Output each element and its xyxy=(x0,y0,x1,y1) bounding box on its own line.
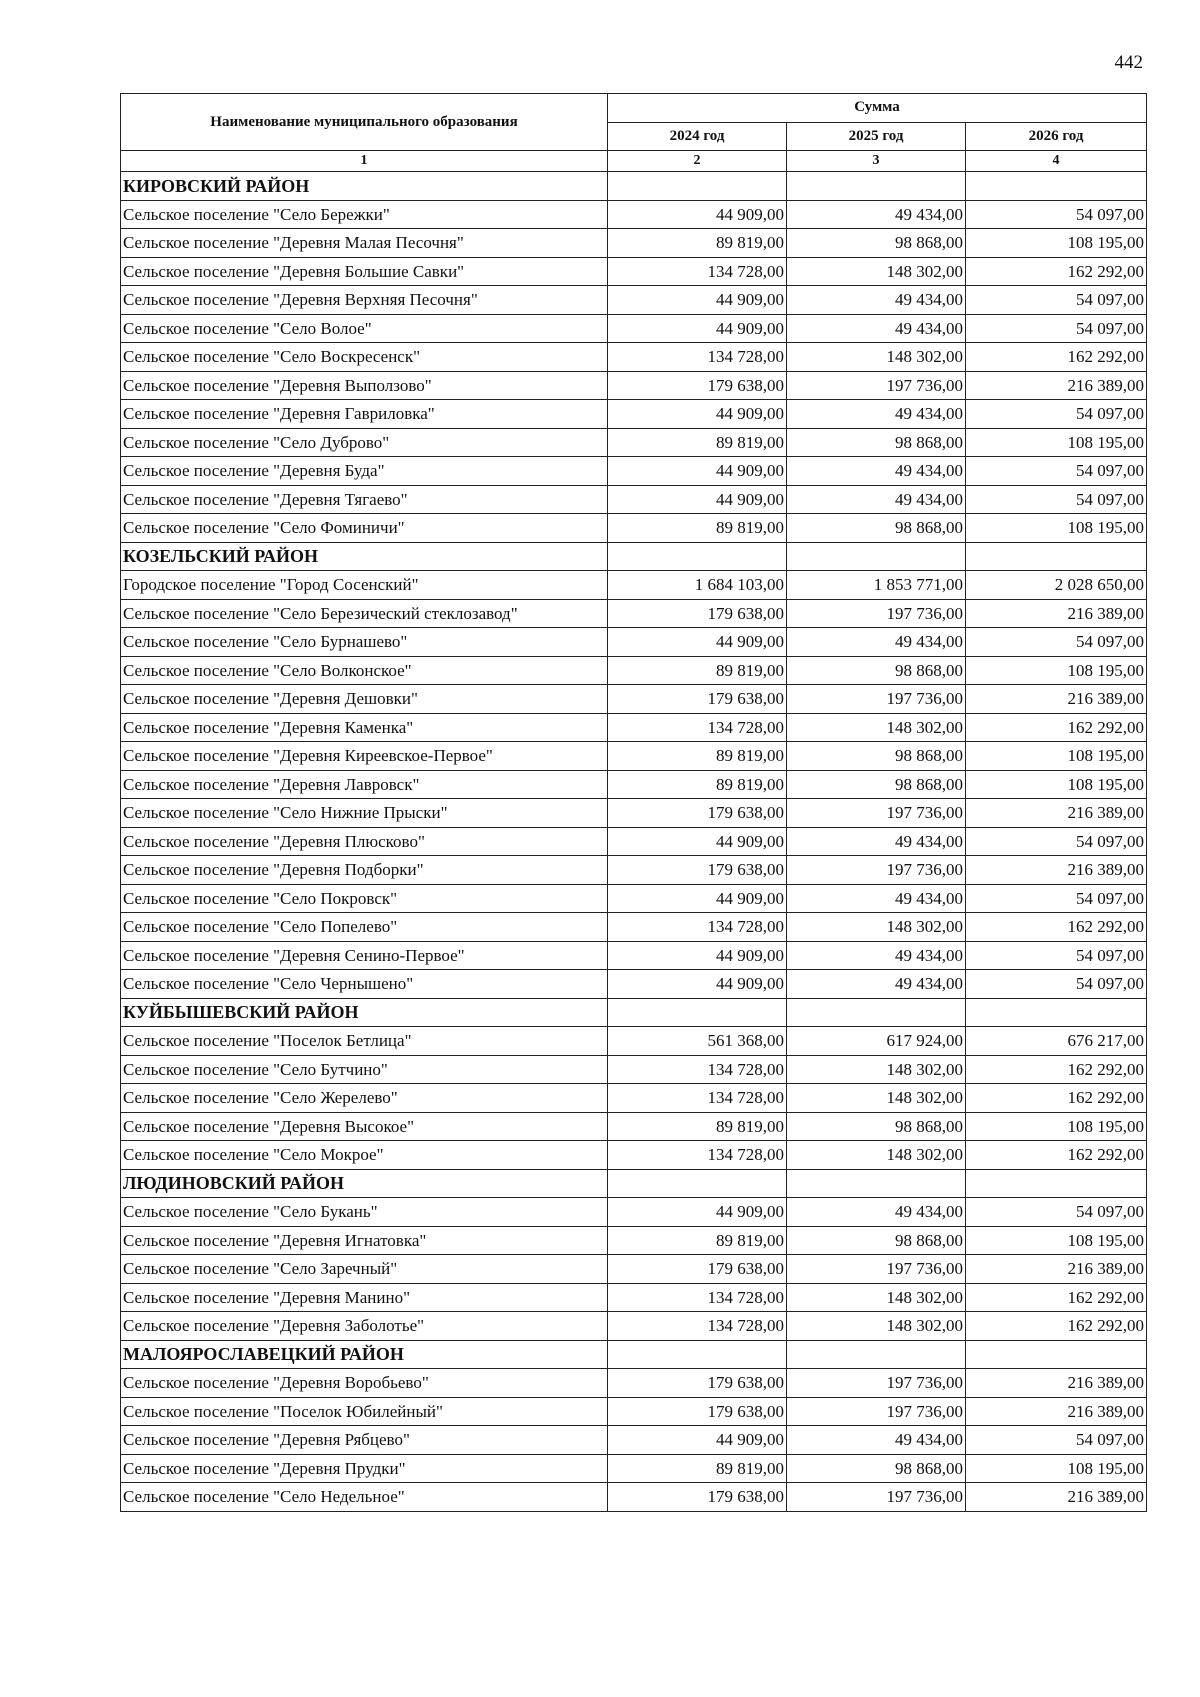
amount-2024: 44 909,00 xyxy=(608,941,787,970)
table-row xyxy=(121,257,1147,286)
amount-2026: 54 097,00 xyxy=(966,1198,1147,1227)
header-name: Наименование муниципального образования xyxy=(121,94,608,151)
amount-2026: 162 292,00 xyxy=(966,1283,1147,1312)
table-row xyxy=(121,200,1147,229)
municipality-name: Сельское поселение "Деревня Рябцево" xyxy=(121,1426,608,1455)
amount-2024: 134 728,00 xyxy=(608,1084,787,1113)
table-row xyxy=(121,485,1147,514)
table-row xyxy=(121,827,1147,856)
amount-2024: 561 368,00 xyxy=(608,1027,787,1056)
amount-2026: 162 292,00 xyxy=(966,1055,1147,1084)
empty-cell xyxy=(608,998,787,1027)
municipality-name: Сельское поселение "Деревня Сенино-Первое" xyxy=(121,941,608,970)
empty-cell xyxy=(787,998,966,1027)
municipality-name: Сельское поселение "Деревня Каменка" xyxy=(121,713,608,742)
table-row xyxy=(121,1369,1147,1398)
municipality-name: Сельское поселение "Село Нижние Прыски" xyxy=(121,799,608,828)
municipality-name: Сельское поселение "Деревня Воробьево" xyxy=(121,1369,608,1398)
amount-2025: 49 434,00 xyxy=(787,314,966,343)
amount-2026: 54 097,00 xyxy=(966,200,1147,229)
table-row xyxy=(121,742,1147,771)
amount-2025: 98 868,00 xyxy=(787,770,966,799)
amount-2024: 89 819,00 xyxy=(608,1112,787,1141)
amount-2025: 148 302,00 xyxy=(787,1283,966,1312)
municipality-name: Сельское поселение "Деревня Игнатовка" xyxy=(121,1226,608,1255)
municipality-name: Сельское поселение "Село Чернышено" xyxy=(121,970,608,999)
municipality-name: Сельское поселение "Село Жерелево" xyxy=(121,1084,608,1113)
district-name: МАЛОЯРОСЛАВЕЦКИЙ РАЙОН xyxy=(121,1340,608,1369)
municipality-name: Сельское поселение "Село Фоминичи" xyxy=(121,514,608,543)
amount-2026: 108 195,00 xyxy=(966,742,1147,771)
amount-2025: 98 868,00 xyxy=(787,656,966,685)
amount-2025: 98 868,00 xyxy=(787,229,966,258)
amount-2024: 134 728,00 xyxy=(608,1312,787,1341)
amount-2025: 98 868,00 xyxy=(787,1454,966,1483)
amount-2025: 148 302,00 xyxy=(787,713,966,742)
table-row xyxy=(121,1198,1147,1227)
amount-2024: 44 909,00 xyxy=(608,884,787,913)
empty-cell xyxy=(966,1340,1147,1369)
amount-2024: 89 819,00 xyxy=(608,770,787,799)
municipality-name: Сельское поселение "Деревня Верхняя Песочня" xyxy=(121,286,608,315)
empty-cell xyxy=(608,1340,787,1369)
district-row xyxy=(121,1169,1147,1198)
amount-2025: 49 434,00 xyxy=(787,827,966,856)
amount-2025: 98 868,00 xyxy=(787,428,966,457)
table-row xyxy=(121,343,1147,372)
district-name: ЛЮДИНОВСКИЙ РАЙОН xyxy=(121,1169,608,1198)
amount-2025: 197 736,00 xyxy=(787,856,966,885)
district-row xyxy=(121,998,1147,1027)
table-row xyxy=(121,656,1147,685)
municipality-name: Сельское поселение "Село Волконское" xyxy=(121,656,608,685)
table-row xyxy=(121,884,1147,913)
district-row xyxy=(121,542,1147,571)
amount-2025: 49 434,00 xyxy=(787,200,966,229)
table-row xyxy=(121,428,1147,457)
municipality-name: Сельское поселение "Село Бурнашево" xyxy=(121,628,608,657)
table-row xyxy=(121,1283,1147,1312)
table-row xyxy=(121,628,1147,657)
amount-2026: 108 195,00 xyxy=(966,1112,1147,1141)
amount-2026: 108 195,00 xyxy=(966,770,1147,799)
table-row xyxy=(121,286,1147,315)
municipality-name: Сельское поселение "Деревня Тягаево" xyxy=(121,485,608,514)
municipality-name: Сельское поселение "Деревня Высокое" xyxy=(121,1112,608,1141)
amount-2025: 197 736,00 xyxy=(787,599,966,628)
amount-2026: 54 097,00 xyxy=(966,457,1147,486)
amount-2025: 98 868,00 xyxy=(787,742,966,771)
amount-2025: 148 302,00 xyxy=(787,343,966,372)
table-row xyxy=(121,314,1147,343)
amount-2025: 148 302,00 xyxy=(787,257,966,286)
amount-2025: 49 434,00 xyxy=(787,1198,966,1227)
municipality-name: Сельское поселение "Село Попелево" xyxy=(121,913,608,942)
amount-2026: 216 389,00 xyxy=(966,1397,1147,1426)
municipality-name: Сельское поселение "Село Дуброво" xyxy=(121,428,608,457)
district-name: КОЗЕЛЬСКИЙ РАЙОН xyxy=(121,542,608,571)
table-row xyxy=(121,941,1147,970)
amount-2025: 49 434,00 xyxy=(787,400,966,429)
table-row xyxy=(121,913,1147,942)
district-name: КИРОВСКИЙ РАЙОН xyxy=(121,172,608,201)
table-row xyxy=(121,514,1147,543)
amount-2024: 134 728,00 xyxy=(608,913,787,942)
amount-2026: 108 195,00 xyxy=(966,1226,1147,1255)
municipality-name: Сельское поселение "Село Воскресенск" xyxy=(121,343,608,372)
amount-2026: 54 097,00 xyxy=(966,628,1147,657)
amount-2025: 148 302,00 xyxy=(787,1312,966,1341)
table-row xyxy=(121,457,1147,486)
amount-2025: 49 434,00 xyxy=(787,485,966,514)
district-row xyxy=(121,172,1147,201)
amount-2026: 162 292,00 xyxy=(966,713,1147,742)
amount-2024: 44 909,00 xyxy=(608,457,787,486)
amount-2025: 98 868,00 xyxy=(787,1226,966,1255)
amount-2024: 179 638,00 xyxy=(608,371,787,400)
header-year-2026: 2026 год xyxy=(966,122,1147,151)
amount-2025: 197 736,00 xyxy=(787,1255,966,1284)
table-row xyxy=(121,799,1147,828)
header-year-2024: 2024 год xyxy=(608,122,787,151)
amount-2026: 54 097,00 xyxy=(966,827,1147,856)
amount-2024: 134 728,00 xyxy=(608,257,787,286)
municipality-name: Сельское поселение "Деревня Лавровск" xyxy=(121,770,608,799)
empty-cell xyxy=(787,172,966,201)
amount-2024: 134 728,00 xyxy=(608,1141,787,1170)
municipality-name: Сельское поселение "Деревня Манино" xyxy=(121,1283,608,1312)
amount-2024: 179 638,00 xyxy=(608,1255,787,1284)
table-row xyxy=(121,1312,1147,1341)
amount-2025: 49 434,00 xyxy=(787,628,966,657)
municipality-name: Сельское поселение "Деревня Малая Песочня" xyxy=(121,229,608,258)
municipality-name: Сельское поселение "Деревня Гавриловка" xyxy=(121,400,608,429)
amount-2025: 98 868,00 xyxy=(787,1112,966,1141)
amount-2024: 89 819,00 xyxy=(608,1454,787,1483)
amount-2024: 179 638,00 xyxy=(608,1397,787,1426)
table-row xyxy=(121,599,1147,628)
amount-2026: 216 389,00 xyxy=(966,799,1147,828)
empty-cell xyxy=(608,1169,787,1198)
district-name: КУЙБЫШЕВСКИЙ РАЙОН xyxy=(121,998,608,1027)
amount-2024: 179 638,00 xyxy=(608,685,787,714)
amount-2024: 134 728,00 xyxy=(608,1055,787,1084)
table-row xyxy=(121,1397,1147,1426)
amount-2024: 44 909,00 xyxy=(608,1426,787,1455)
table-body xyxy=(121,172,1147,1512)
amount-2025: 197 736,00 xyxy=(787,371,966,400)
amount-2026: 54 097,00 xyxy=(966,941,1147,970)
municipality-name: Сельское поселение "Село Букань" xyxy=(121,1198,608,1227)
municipality-name: Сельское поселение "Деревня Заболотье" xyxy=(121,1312,608,1341)
amount-2026: 54 097,00 xyxy=(966,884,1147,913)
amount-2025: 49 434,00 xyxy=(787,970,966,999)
amount-2026: 216 389,00 xyxy=(966,685,1147,714)
amount-2025: 197 736,00 xyxy=(787,1397,966,1426)
municipality-name: Сельское поселение "Село Бутчино" xyxy=(121,1055,608,1084)
empty-cell xyxy=(608,542,787,571)
amount-2026: 54 097,00 xyxy=(966,314,1147,343)
amount-2026: 54 097,00 xyxy=(966,286,1147,315)
municipality-name: Городское поселение "Город Сосенский" xyxy=(121,571,608,600)
table-row xyxy=(121,1255,1147,1284)
amount-2026: 108 195,00 xyxy=(966,428,1147,457)
column-number-3: 3 xyxy=(787,151,966,172)
municipality-name: Сельское поселение "Поселок Бетлица" xyxy=(121,1027,608,1056)
table-row xyxy=(121,1055,1147,1084)
amount-2026: 108 195,00 xyxy=(966,656,1147,685)
table-row xyxy=(121,856,1147,885)
empty-cell xyxy=(966,542,1147,571)
amount-2026: 676 217,00 xyxy=(966,1027,1147,1056)
amount-2025: 197 736,00 xyxy=(787,799,966,828)
municipality-name: Сельское поселение "Село Волое" xyxy=(121,314,608,343)
table-row xyxy=(121,371,1147,400)
municipality-name: Сельское поселение "Село Недельное" xyxy=(121,1483,608,1512)
amount-2025: 197 736,00 xyxy=(787,1483,966,1512)
municipality-name: Сельское поселение "Деревня Буда" xyxy=(121,457,608,486)
amount-2025: 49 434,00 xyxy=(787,941,966,970)
municipality-name: Сельское поселение "Деревня Большие Савки" xyxy=(121,257,608,286)
table-row xyxy=(121,770,1147,799)
amount-2026: 162 292,00 xyxy=(966,257,1147,286)
amount-2025: 148 302,00 xyxy=(787,1084,966,1113)
municipality-name: Сельское поселение "Деревня Дешовки" xyxy=(121,685,608,714)
page-number: 442 xyxy=(1114,52,1143,73)
amount-2025: 148 302,00 xyxy=(787,1055,966,1084)
empty-cell xyxy=(966,172,1147,201)
amount-2024: 44 909,00 xyxy=(608,314,787,343)
amount-2026: 54 097,00 xyxy=(966,970,1147,999)
empty-cell xyxy=(966,998,1147,1027)
empty-cell xyxy=(787,542,966,571)
amount-2024: 134 728,00 xyxy=(608,713,787,742)
amount-2026: 108 195,00 xyxy=(966,1454,1147,1483)
empty-cell xyxy=(787,1340,966,1369)
amount-2024: 179 638,00 xyxy=(608,1483,787,1512)
amount-2024: 134 728,00 xyxy=(608,1283,787,1312)
amount-2026: 216 389,00 xyxy=(966,599,1147,628)
table-row xyxy=(121,1426,1147,1455)
municipality-name: Сельское поселение "Село Березичеcкий стеклозавод" xyxy=(121,599,608,628)
municipality-name: Сельское поселение "Село Заречный" xyxy=(121,1255,608,1284)
amount-2024: 44 909,00 xyxy=(608,400,787,429)
municipality-name: Сельское поселение "Деревня Киреевское-Первое" xyxy=(121,742,608,771)
amount-2026: 54 097,00 xyxy=(966,1426,1147,1455)
district-row xyxy=(121,1340,1147,1369)
amount-2024: 89 819,00 xyxy=(608,656,787,685)
amount-2024: 1 684 103,00 xyxy=(608,571,787,600)
amount-2026: 2 028 650,00 xyxy=(966,571,1147,600)
amount-2026: 216 389,00 xyxy=(966,856,1147,885)
amount-2026: 216 389,00 xyxy=(966,371,1147,400)
amount-2026: 162 292,00 xyxy=(966,1312,1147,1341)
municipality-name: Сельское поселение "Село Покровск" xyxy=(121,884,608,913)
amount-2024: 44 909,00 xyxy=(608,286,787,315)
amount-2024: 44 909,00 xyxy=(608,485,787,514)
empty-cell xyxy=(608,172,787,201)
subsidy-table xyxy=(120,93,1147,1512)
municipality-name: Сельское поселение "Деревня Выползово" xyxy=(121,371,608,400)
amount-2024: 89 819,00 xyxy=(608,428,787,457)
amount-2026: 162 292,00 xyxy=(966,913,1147,942)
amount-2024: 89 819,00 xyxy=(608,514,787,543)
table-row xyxy=(121,685,1147,714)
amount-2025: 49 434,00 xyxy=(787,884,966,913)
column-number-row xyxy=(121,151,1147,172)
amount-2024: 179 638,00 xyxy=(608,856,787,885)
table-row xyxy=(121,970,1147,999)
table-row xyxy=(121,571,1147,600)
amount-2025: 148 302,00 xyxy=(787,1141,966,1170)
column-number-4: 4 xyxy=(966,151,1147,172)
table-row xyxy=(121,1112,1147,1141)
municipality-name: Сельское поселение "Деревня Прудки" xyxy=(121,1454,608,1483)
amount-2024: 179 638,00 xyxy=(608,1369,787,1398)
table-row xyxy=(121,400,1147,429)
amount-2026: 54 097,00 xyxy=(966,400,1147,429)
table-row xyxy=(121,1483,1147,1512)
amount-2025: 617 924,00 xyxy=(787,1027,966,1056)
empty-cell xyxy=(787,1169,966,1198)
amount-2025: 49 434,00 xyxy=(787,1426,966,1455)
amount-2026: 216 389,00 xyxy=(966,1369,1147,1398)
amount-2025: 197 736,00 xyxy=(787,1369,966,1398)
amount-2024: 44 909,00 xyxy=(608,827,787,856)
amount-2024: 179 638,00 xyxy=(608,599,787,628)
amount-2026: 108 195,00 xyxy=(966,229,1147,258)
table-row xyxy=(121,713,1147,742)
column-number-1: 1 xyxy=(121,151,608,172)
amount-2025: 148 302,00 xyxy=(787,913,966,942)
amount-2024: 89 819,00 xyxy=(608,1226,787,1255)
municipality-name: Сельское поселение "Село Мокрое" xyxy=(121,1141,608,1170)
header-year-2025: 2025 год xyxy=(787,122,966,151)
table-row xyxy=(121,1454,1147,1483)
amount-2026: 162 292,00 xyxy=(966,343,1147,372)
empty-cell xyxy=(966,1169,1147,1198)
municipality-name: Сельское поселение "Деревня Плюсково" xyxy=(121,827,608,856)
municipality-name: Сельское поселение "Деревня Подборки" xyxy=(121,856,608,885)
amount-2024: 134 728,00 xyxy=(608,343,787,372)
amount-2024: 89 819,00 xyxy=(608,742,787,771)
municipality-name: Сельское поселение "Село Бережки" xyxy=(121,200,608,229)
amount-2025: 49 434,00 xyxy=(787,286,966,315)
amount-2024: 179 638,00 xyxy=(608,799,787,828)
amount-2025: 197 736,00 xyxy=(787,685,966,714)
amount-2024: 44 909,00 xyxy=(608,628,787,657)
table-row xyxy=(121,1027,1147,1056)
column-number-2: 2 xyxy=(608,151,787,172)
amount-2024: 44 909,00 xyxy=(608,970,787,999)
amount-2026: 216 389,00 xyxy=(966,1255,1147,1284)
table-row xyxy=(121,1141,1147,1170)
amount-2024: 89 819,00 xyxy=(608,229,787,258)
header-sum: Сумма xyxy=(608,94,1147,123)
amount-2025: 1 853 771,00 xyxy=(787,571,966,600)
table-row xyxy=(121,1084,1147,1113)
amount-2024: 44 909,00 xyxy=(608,200,787,229)
amount-2025: 49 434,00 xyxy=(787,457,966,486)
table-row xyxy=(121,1226,1147,1255)
amount-2026: 162 292,00 xyxy=(966,1084,1147,1113)
amount-2026: 54 097,00 xyxy=(966,485,1147,514)
amount-2026: 216 389,00 xyxy=(966,1483,1147,1512)
amount-2024: 44 909,00 xyxy=(608,1198,787,1227)
municipality-name: Сельское поселение "Поселок Юбилейный" xyxy=(121,1397,608,1426)
table-header xyxy=(121,94,1147,172)
amount-2025: 98 868,00 xyxy=(787,514,966,543)
amount-2026: 108 195,00 xyxy=(966,514,1147,543)
amount-2026: 162 292,00 xyxy=(966,1141,1147,1170)
table-row xyxy=(121,229,1147,258)
